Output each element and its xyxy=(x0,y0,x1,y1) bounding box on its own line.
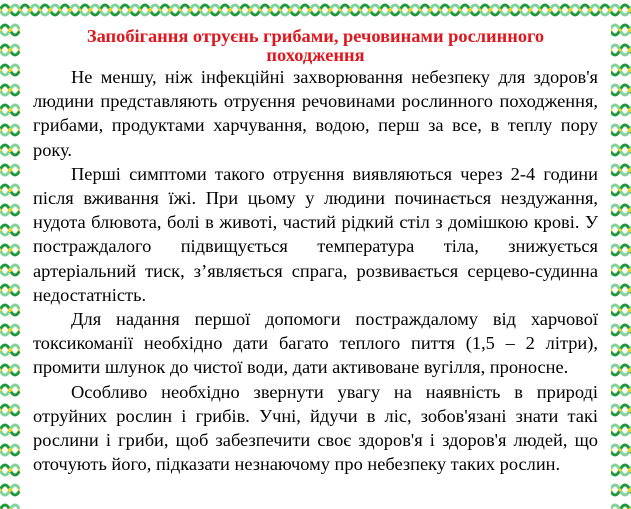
paragraph-first-aid: Для надання першої допомоги постраждалому від харчової токсикоманії необхідно дати багато теплого пиття (1,5 – 2 літри), промити шлунок до чистої води, дати активоване вугілля, проносне. xyxy=(33,309,598,378)
paragraph-symptoms: Перші симптоми такого отруєння виявляються через 2-4 години після вживання їжі. При цьому у людини починається нездужання, нудота блювота, болі в животі, частий рідкий стіл з домішкою крові. У постраждалого підвищується температура тіла, знижується артеріальний тиск, з’являється спрага, розвивається серцево-судинна недостатність. xyxy=(33,163,598,305)
document-title: Запобігання отруєнь грибами, речовинами рослинного походження xyxy=(86,26,545,65)
document-body xyxy=(33,27,598,476)
paragraph-intro: Не меншу, ніж інфекційні захворювання небезпеку для здоров'я людини представляють отруєння речовинами рослинного походження, грибами, продуктами харчування, водою, перш за все, в теплу пору року. xyxy=(33,67,598,160)
paragraph-poisonous-plants: Особливо необхідно звернути увагу на наявність в природі отруйних рослин і грибів. Учні, йдучи в ліс, зобов'язані знати такі рослини і гриби, щоб забезпечити своє здоров'я і здоров'я людей, що оточують його, підказати незнаючому про небезпеку таких рослин. xyxy=(33,381,598,475)
